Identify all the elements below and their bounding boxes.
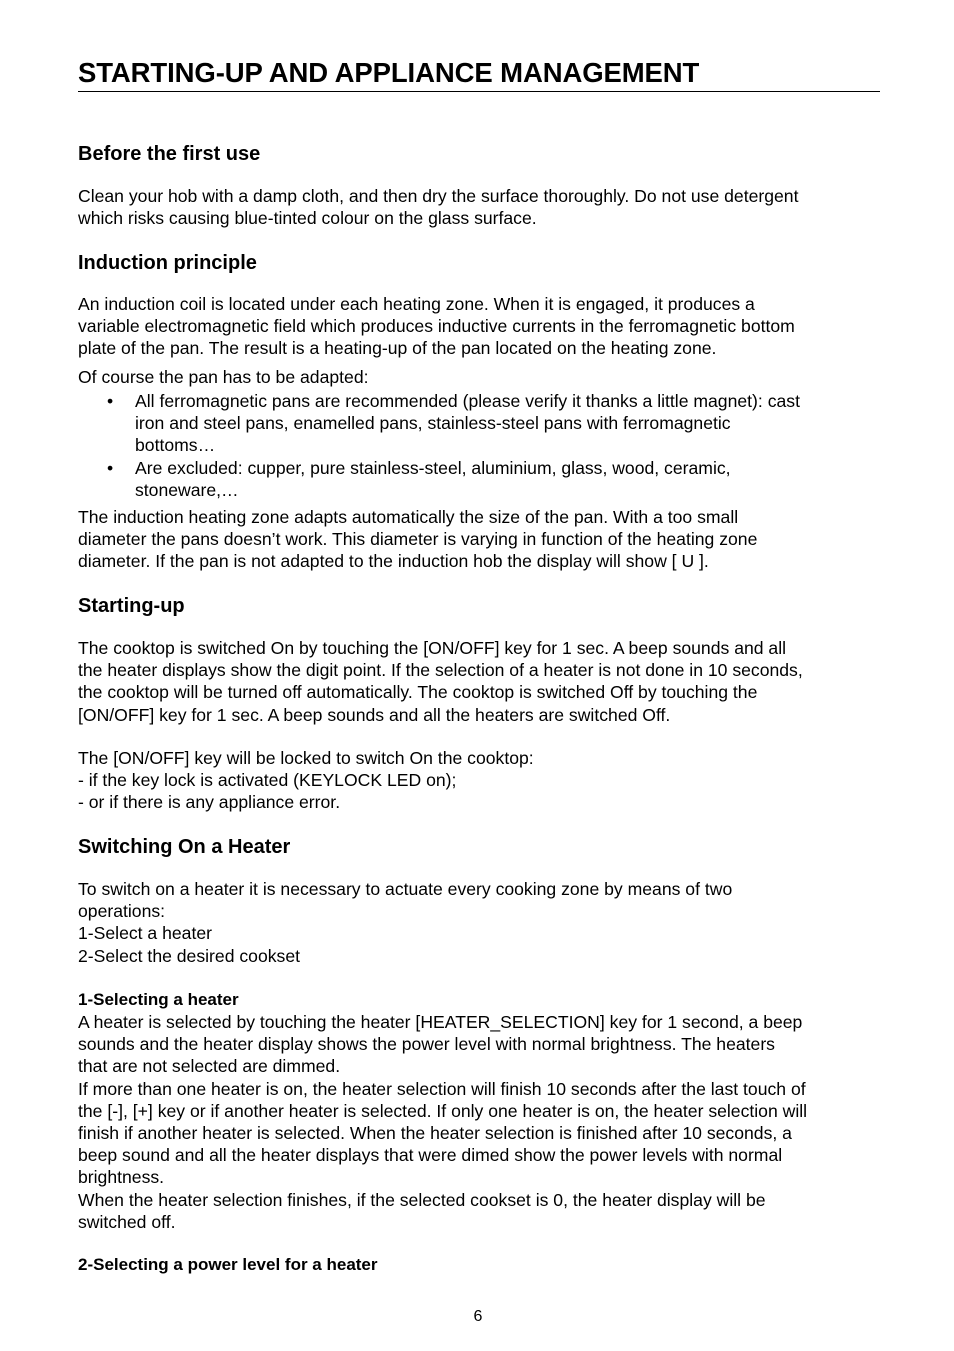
text-line: 1-Select a heater xyxy=(78,923,212,944)
paragraph-pan-adapted xyxy=(78,366,878,388)
text-line: stoneware,… xyxy=(135,479,239,500)
page-number: 6 xyxy=(473,1308,483,1325)
text-line: which risks causing blue-tinted colour on the glass surface. xyxy=(78,208,537,229)
text-line: brightness. xyxy=(78,1167,165,1188)
text-line: A heater is selected by touching the heater [HEATER_SELECTION] key for 1 second, a beep xyxy=(78,1012,803,1032)
text-line: To switch on a heater it is necessary to actuate every cooking zone by means of two xyxy=(78,879,733,899)
heading-induction-principle: Induction principle xyxy=(78,252,257,274)
list-item xyxy=(78,390,878,457)
text-line: An induction coil is located under each heating zone. When it is engaged, it produces a xyxy=(78,294,755,314)
text-line: the cooktop will be turned off automatically. The cooktop is switched Off by touching the xyxy=(78,682,758,703)
text-line: Are excluded: cupper, pure stainless-steel, aluminium, glass, wood, ceramic, xyxy=(135,457,731,478)
text-line: If more than one heater is on, the heater selection will finish 10 seconds after the last touch of xyxy=(78,1078,806,1099)
text-line: The induction heating zone adapts automatically the size of the pan. With a too small xyxy=(78,507,739,527)
paragraph-selecting-heater xyxy=(78,1011,878,1233)
text-line: Of course the pan has to be adapted: xyxy=(78,367,369,387)
text-line: finish if another heater is selected. When the heater selection is finished after 10 seconds, a xyxy=(78,1123,792,1144)
paragraph-two-operations xyxy=(78,878,878,967)
text-line: the heater displays show the digit point. If the selection of a heater is not done in 10 seconds, xyxy=(78,660,803,681)
bullet-icon: • xyxy=(107,391,114,411)
subheading-selecting-heater: 1-Selecting a heater xyxy=(78,990,239,1009)
text-line: operations: xyxy=(78,901,166,922)
paragraph-zone-adapts xyxy=(78,506,878,573)
text-line: the [-], [+] key or if another heater is selected. If only one heater is on, the heater selection will xyxy=(78,1100,808,1121)
text-line: bottoms… xyxy=(135,435,216,456)
text-line: switched off. xyxy=(78,1211,176,1232)
text-line: The [ON/OFF] key will be locked to switch On the cooktop: xyxy=(78,748,534,768)
text-line: 2-Select the desired cookset xyxy=(78,945,301,966)
text-line: iron and steel pans, enamelled pans, stainless-steel pans with ferromagnetic xyxy=(135,413,731,434)
text-line: - or if there is any appliance error. xyxy=(78,792,341,813)
text-line: - if the key lock is activated (KEYLOCK LED on); xyxy=(78,770,457,791)
bullet-icon: • xyxy=(107,457,114,478)
text-line: beep sound and all the heater displays that were dimed show the power levels with normal xyxy=(78,1145,783,1166)
text-line: All ferromagnetic pans are recommended (please verify it thanks a little magnet): cast xyxy=(135,391,800,411)
page-title: STARTING-UP AND APPLIANCE MANAGEMENT xyxy=(78,56,880,92)
text-line: sounds and the heater display shows the power level with normal brightness. The heaters xyxy=(78,1034,775,1055)
paragraph-switch-on xyxy=(78,637,878,726)
text-line: [ON/OFF] key for 1 sec. A beep sounds and all the heaters are switched Off. xyxy=(78,704,671,725)
paragraph-key-locked xyxy=(78,747,878,814)
heading-starting-up: Starting-up xyxy=(78,595,185,617)
text-line: plate of the pan. The result is a heating-up of the pan located on the heating zone. xyxy=(78,338,717,359)
text-line: variable electromagnetic field which produces inductive currents in the ferromagnetic bottom xyxy=(78,316,795,337)
subheading-selecting-power-level: 2-Selecting a power level for a heater xyxy=(78,1255,378,1274)
paragraph-induction-coil xyxy=(78,293,878,360)
text-line: that are not selected are dimmed. xyxy=(78,1056,341,1077)
text-line: When the heater selection finishes, if the selected cookset is 0, the heater display will be xyxy=(78,1189,766,1210)
bullet-list-pans xyxy=(78,390,878,501)
text-line: The cooktop is switched On by touching the [ON/OFF] key for 1 sec. A beep sounds and all xyxy=(78,638,787,658)
list-item xyxy=(78,457,878,501)
text-line: diameter. If the pan is not adapted to the induction hob the display will show [ U ]. xyxy=(78,551,709,572)
heading-before-first-use: Before the first use xyxy=(78,143,261,165)
text-line: diameter the pans doesn’t work. This diameter is varying in function of the heating zone xyxy=(78,529,758,550)
paragraph-before-first-use xyxy=(78,185,878,229)
text-line: Clean your hob with a damp cloth, and then dry the surface thoroughly. Do not use detergent xyxy=(78,186,799,206)
heading-switching-on-heater: Switching On a Heater xyxy=(78,836,291,858)
